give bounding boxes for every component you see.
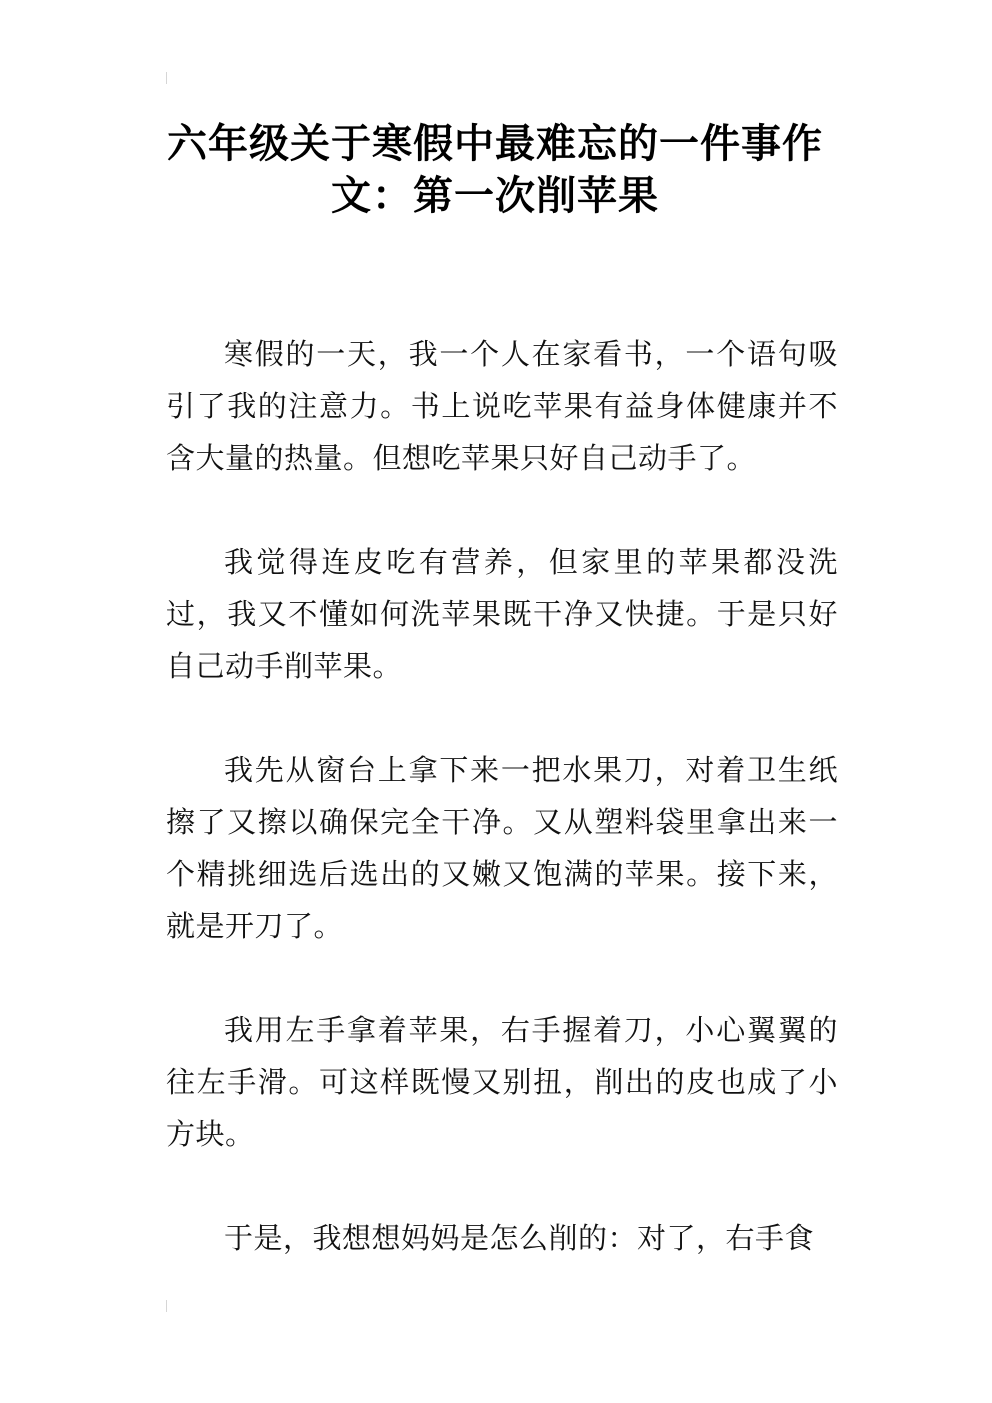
paragraph-3: 我先从窗台上拿下来一把水果刀，对着卫生纸擦了又擦以确保完全干净。又从塑料袋里拿出来一个精挑细选后选出的又嫩又饱满的苹果。接下来，就是开刀了。 [166, 753, 838, 943]
top-margin-mark [166, 72, 167, 84]
paragraph-5: 于是，我想想妈妈是怎么削的：对了，右手食 [224, 1221, 815, 1255]
page-title [150, 118, 840, 222]
essay-body [166, 328, 838, 1264]
title-line-2: 文：第一次削苹果 [331, 173, 659, 219]
title-line-1: 六年级关于寒假中最难忘的一件事作 [167, 121, 823, 167]
paragraph-1: 寒假的一天，我一个人在家看书，一个语句吸引了我的注意力。书上说吃苹果有益身体健康并不含大量的热量。但想吃苹果只好自己动手了。 [166, 337, 838, 475]
paragraph-2: 我觉得连皮吃有营养，但家里的苹果都没洗过，我又不懂如何洗苹果既干净又快捷。于是只好自己动手削苹果。 [166, 545, 838, 683]
bottom-margin-mark [166, 1300, 167, 1312]
paragraph-4: 我用左手拿着苹果，右手握着刀，小心翼翼的往左手滑。可这样既慢又别扭，削出的皮也成了小方块。 [166, 1013, 838, 1151]
